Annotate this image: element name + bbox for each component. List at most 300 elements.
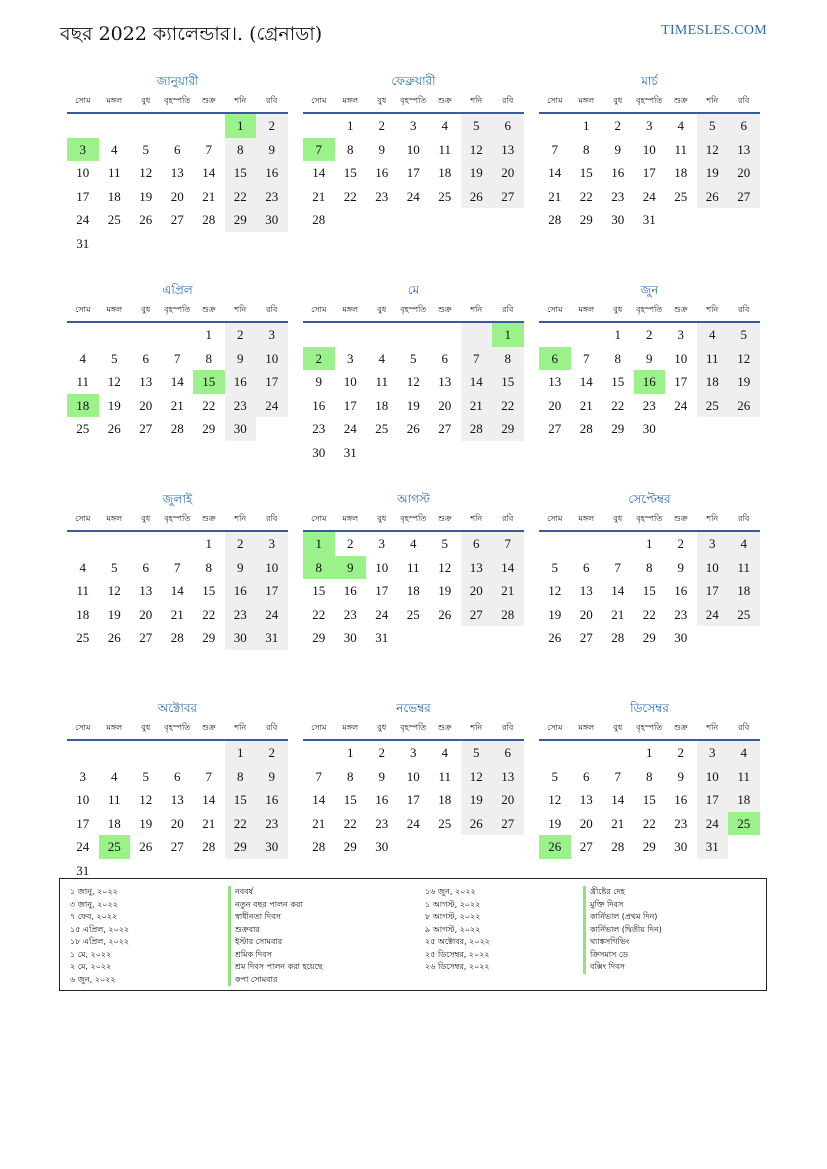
day-cell[interactable]: 13 xyxy=(728,138,760,162)
day-cell[interactable]: 25 xyxy=(76,421,90,436)
day-cell[interactable]: 20 xyxy=(139,397,153,413)
day-cell[interactable]: 5 xyxy=(551,768,558,784)
day-cell[interactable]: 25 xyxy=(697,394,729,418)
day-cell[interactable]: 2 xyxy=(677,745,684,760)
day-cell[interactable]: 4 xyxy=(378,350,385,366)
day-cell[interactable]: 29 xyxy=(225,208,257,232)
day-cell[interactable]: 7 xyxy=(614,768,621,784)
day-cell[interactable]: 14 xyxy=(611,792,625,807)
day-cell[interactable]: 8 xyxy=(492,347,524,371)
day-cell[interactable]: 20 xyxy=(579,815,593,831)
day-cell[interactable]: 10 xyxy=(406,141,420,157)
day-cell[interactable]: 24 xyxy=(674,397,688,413)
day-cell[interactable]: 4 xyxy=(728,741,760,765)
day-cell[interactable]: 27 xyxy=(579,630,593,645)
day-cell[interactable]: 18 xyxy=(375,397,389,413)
day-cell[interactable]: 17 xyxy=(406,792,420,807)
day-cell[interactable]: 18 xyxy=(107,815,121,831)
day-cell[interactable]: 7 xyxy=(614,559,621,575)
day-cell[interactable]: 8 xyxy=(583,141,590,157)
day-cell[interactable]: 8 xyxy=(646,559,653,575)
day-cell[interactable]: 28 xyxy=(202,839,216,854)
day-cell[interactable]: 27 xyxy=(139,421,153,436)
day-cell[interactable]: 12 xyxy=(461,765,493,789)
day-cell[interactable]: 18 xyxy=(728,579,760,603)
day-cell[interactable]: 19 xyxy=(728,370,760,394)
day-cell[interactable]: 10 xyxy=(256,556,288,580)
day-cell[interactable]: 30 xyxy=(674,630,688,645)
day-cell[interactable]: 16 xyxy=(674,583,688,598)
day-cell[interactable]: 18 xyxy=(697,370,729,394)
day-cell[interactable]: 26 xyxy=(406,421,420,436)
day-cell[interactable]: 9 xyxy=(256,138,288,162)
day-cell[interactable]: 10 xyxy=(406,768,420,784)
day-cell[interactable]: 24 xyxy=(256,603,288,627)
day-cell[interactable]: 24 xyxy=(76,839,90,854)
day-cell[interactable]: 19 xyxy=(139,188,153,204)
day-cell[interactable]: 21 xyxy=(579,397,593,413)
day-cell[interactable]: 16 xyxy=(611,165,625,180)
day-cell[interactable]: 11 xyxy=(674,141,688,157)
day-cell[interactable]: 7 xyxy=(315,768,322,784)
day-cell[interactable]: 14 xyxy=(312,165,326,180)
day-cell[interactable]: 17 xyxy=(76,188,90,204)
day-cell[interactable]: 20 xyxy=(139,606,153,622)
day-cell[interactable]: 20 xyxy=(170,188,184,204)
day-cell[interactable]: 1 xyxy=(225,114,257,138)
day-cell[interactable]: 12 xyxy=(728,347,760,371)
day-cell[interactable]: 22 xyxy=(343,188,357,204)
day-cell[interactable]: 4 xyxy=(441,745,448,760)
day-cell[interactable]: 6 xyxy=(583,768,590,784)
day-cell[interactable]: 11 xyxy=(375,374,389,389)
day-cell[interactable]: 13 xyxy=(139,583,153,598)
day-cell[interactable]: 12 xyxy=(438,559,452,575)
day-cell[interactable]: 9 xyxy=(378,768,385,784)
day-cell[interactable]: 28 xyxy=(492,603,524,627)
day-cell[interactable]: 21 xyxy=(202,188,216,204)
day-cell[interactable]: 24 xyxy=(375,606,389,622)
day-cell[interactable]: 3 xyxy=(646,118,653,133)
day-cell[interactable]: 18 xyxy=(438,792,452,807)
day-cell[interactable]: 13 xyxy=(579,583,593,598)
day-cell[interactable]: 24 xyxy=(642,188,656,204)
day-cell[interactable]: 29 xyxy=(225,835,257,859)
day-cell[interactable]: 2 xyxy=(614,118,621,133)
day-cell[interactable]: 25 xyxy=(107,212,121,227)
day-cell[interactable]: 18 xyxy=(728,788,760,812)
day-cell[interactable]: 10 xyxy=(697,556,729,580)
day-cell[interactable]: 20 xyxy=(548,397,562,413)
day-cell[interactable]: 14 xyxy=(170,583,184,598)
day-cell[interactable]: 26 xyxy=(139,839,153,854)
day-cell[interactable]: 4 xyxy=(728,532,760,556)
day-cell[interactable]: 17 xyxy=(674,374,688,389)
day-cell[interactable]: 22 xyxy=(611,397,625,413)
day-cell[interactable]: 4 xyxy=(79,559,86,575)
day-cell[interactable]: 18 xyxy=(674,165,688,180)
day-cell[interactable]: 30 xyxy=(225,417,257,441)
day-cell[interactable]: 13 xyxy=(170,792,184,807)
day-cell[interactable]: 1 xyxy=(205,536,212,551)
day-cell[interactable]: 7 xyxy=(174,350,181,366)
day-cell[interactable]: 20 xyxy=(728,161,760,185)
day-cell[interactable]: 30 xyxy=(256,208,288,232)
day-cell[interactable]: 24 xyxy=(697,603,729,627)
day-cell[interactable]: 13 xyxy=(139,374,153,389)
day-cell[interactable]: 20 xyxy=(492,161,524,185)
day-cell[interactable]: 17 xyxy=(375,583,389,598)
day-cell[interactable]: 11 xyxy=(107,792,121,807)
day-cell[interactable]: 19 xyxy=(139,815,153,831)
day-cell[interactable]: 8 xyxy=(646,768,653,784)
day-cell[interactable]: 5 xyxy=(441,536,448,551)
day-cell[interactable]: 29 xyxy=(579,212,593,227)
day-cell[interactable]: 15 xyxy=(312,583,326,598)
day-cell[interactable]: 8 xyxy=(347,141,354,157)
day-cell[interactable]: 23 xyxy=(225,394,257,418)
day-cell[interactable]: 2 xyxy=(225,323,257,347)
day-cell[interactable]: 14 xyxy=(492,556,524,580)
day-cell[interactable]: 10 xyxy=(256,347,288,371)
day-cell[interactable]: 26 xyxy=(539,835,571,859)
day-cell[interactable]: 18 xyxy=(438,165,452,180)
day-cell[interactable]: 21 xyxy=(312,188,326,204)
day-cell[interactable]: 9 xyxy=(225,556,257,580)
day-cell[interactable]: 24 xyxy=(406,815,420,831)
day-cell[interactable]: 22 xyxy=(642,606,656,622)
day-cell[interactable]: 25 xyxy=(728,603,760,627)
day-cell[interactable]: 10 xyxy=(343,374,357,389)
day-cell[interactable]: 7 xyxy=(461,347,493,371)
day-cell[interactable]: 12 xyxy=(461,138,493,162)
day-cell[interactable]: 23 xyxy=(375,188,389,204)
day-cell[interactable]: 26 xyxy=(697,185,729,209)
day-cell[interactable]: 4 xyxy=(111,141,118,157)
day-cell[interactable]: 2 xyxy=(378,118,385,133)
day-cell[interactable]: 11 xyxy=(697,347,729,371)
day-cell[interactable]: 9 xyxy=(225,347,257,371)
day-cell[interactable]: 16 xyxy=(256,161,288,185)
day-cell[interactable]: 15 xyxy=(343,792,357,807)
day-cell[interactable]: 21 xyxy=(312,815,326,831)
day-cell[interactable]: 10 xyxy=(375,559,389,575)
day-cell[interactable]: 28 xyxy=(611,630,625,645)
day-cell[interactable]: 21 xyxy=(170,606,184,622)
day-cell[interactable]: 4 xyxy=(677,118,684,133)
day-cell[interactable]: 10 xyxy=(697,765,729,789)
day-cell[interactable]: 25 xyxy=(674,188,688,204)
day-cell[interactable]: 22 xyxy=(312,606,326,622)
day-cell[interactable]: 23 xyxy=(225,603,257,627)
day-cell[interactable]: 25 xyxy=(99,835,131,859)
day-cell[interactable]: 30 xyxy=(674,839,688,854)
day-cell[interactable]: 12 xyxy=(548,583,562,598)
day-cell[interactable]: 17 xyxy=(642,165,656,180)
day-cell[interactable]: 19 xyxy=(461,161,493,185)
day-cell[interactable]: 11 xyxy=(76,374,90,389)
day-cell[interactable]: 14 xyxy=(202,792,216,807)
day-cell[interactable]: 6 xyxy=(142,559,149,575)
day-cell[interactable]: 2 xyxy=(378,745,385,760)
day-cell[interactable]: 15 xyxy=(193,370,225,394)
day-cell[interactable]: 17 xyxy=(76,815,90,831)
day-cell[interactable]: 2 xyxy=(225,532,257,556)
day-cell[interactable]: 5 xyxy=(111,350,118,366)
day-cell[interactable]: 9 xyxy=(256,765,288,789)
day-cell[interactable]: 30 xyxy=(375,839,389,854)
day-cell[interactable]: 17 xyxy=(343,397,357,413)
day-cell[interactable]: 27 xyxy=(170,839,184,854)
day-cell[interactable]: 16 xyxy=(256,788,288,812)
day-cell[interactable]: 28 xyxy=(579,421,593,436)
day-cell[interactable]: 23 xyxy=(343,606,357,622)
day-cell[interactable]: 12 xyxy=(107,374,121,389)
day-cell[interactable]: 16 xyxy=(343,583,357,598)
day-cell[interactable]: 2 xyxy=(303,347,335,371)
day-cell[interactable]: 7 xyxy=(303,138,335,162)
day-cell[interactable]: 14 xyxy=(312,792,326,807)
day-cell[interactable]: 11 xyxy=(728,765,760,789)
day-cell[interactable]: 19 xyxy=(548,606,562,622)
day-cell[interactable]: 30 xyxy=(256,835,288,859)
day-cell[interactable]: 27 xyxy=(492,185,524,209)
day-cell[interactable]: 19 xyxy=(461,788,493,812)
day-cell[interactable]: 28 xyxy=(548,212,562,227)
day-cell[interactable]: 8 xyxy=(347,768,354,784)
day-cell[interactable]: 30 xyxy=(642,421,656,436)
day-cell[interactable]: 3 xyxy=(67,138,99,162)
day-cell[interactable]: 19 xyxy=(107,397,121,413)
day-cell[interactable]: 29 xyxy=(611,421,625,436)
day-cell[interactable]: 10 xyxy=(642,141,656,157)
day-cell[interactable]: 13 xyxy=(579,792,593,807)
day-cell[interactable]: 19 xyxy=(438,583,452,598)
day-cell[interactable]: 6 xyxy=(539,347,571,371)
day-cell[interactable]: 3 xyxy=(410,745,417,760)
day-cell[interactable]: 1 xyxy=(492,323,524,347)
day-cell[interactable]: 1 xyxy=(303,532,335,556)
day-cell[interactable]: 18 xyxy=(67,394,99,418)
day-cell[interactable]: 9 xyxy=(378,141,385,157)
day-cell[interactable]: 23 xyxy=(256,812,288,836)
day-cell[interactable]: 26 xyxy=(107,421,121,436)
day-cell[interactable]: 23 xyxy=(611,188,625,204)
day-cell[interactable]: 28 xyxy=(170,421,184,436)
day-cell[interactable]: 26 xyxy=(438,606,452,622)
day-cell[interactable]: 23 xyxy=(375,815,389,831)
day-cell[interactable]: 21 xyxy=(611,606,625,622)
day-cell[interactable]: 27 xyxy=(139,630,153,645)
day-cell[interactable]: 7 xyxy=(174,559,181,575)
day-cell[interactable]: 12 xyxy=(107,583,121,598)
day-cell[interactable]: 31 xyxy=(697,835,729,859)
day-cell[interactable]: 11 xyxy=(406,559,420,575)
day-cell[interactable]: 7 xyxy=(205,141,212,157)
day-cell[interactable]: 5 xyxy=(697,114,729,138)
day-cell[interactable]: 8 xyxy=(614,350,621,366)
day-cell[interactable]: 14 xyxy=(202,165,216,180)
day-cell[interactable]: 4 xyxy=(410,536,417,551)
day-cell[interactable]: 12 xyxy=(548,792,562,807)
day-cell[interactable]: 5 xyxy=(111,559,118,575)
day-cell[interactable]: 14 xyxy=(461,370,493,394)
day-cell[interactable]: 27 xyxy=(438,421,452,436)
day-cell[interactable]: 31 xyxy=(76,862,90,878)
day-cell[interactable]: 9 xyxy=(614,141,621,157)
day-cell[interactable]: 6 xyxy=(441,350,448,366)
day-cell[interactable]: 31 xyxy=(343,444,357,460)
day-cell[interactable]: 1 xyxy=(646,536,653,551)
day-cell[interactable]: 24 xyxy=(697,812,729,836)
day-cell[interactable]: 6 xyxy=(492,741,524,765)
day-cell[interactable]: 3 xyxy=(697,741,729,765)
day-cell[interactable]: 2 xyxy=(256,741,288,765)
day-cell[interactable]: 5 xyxy=(461,741,493,765)
day-cell[interactable]: 20 xyxy=(492,788,524,812)
day-cell[interactable]: 3 xyxy=(378,536,385,551)
day-cell[interactable]: 1 xyxy=(646,745,653,760)
day-cell[interactable]: 19 xyxy=(697,161,729,185)
day-cell[interactable]: 19 xyxy=(406,397,420,413)
day-cell[interactable]: 29 xyxy=(642,839,656,854)
day-cell[interactable]: 22 xyxy=(343,815,357,831)
day-cell[interactable]: 2 xyxy=(677,536,684,551)
day-cell[interactable]: 28 xyxy=(312,212,326,227)
day-cell[interactable]: 11 xyxy=(438,141,452,157)
day-cell[interactable]: 27 xyxy=(579,839,593,854)
day-cell[interactable]: 20 xyxy=(579,606,593,622)
day-cell[interactable]: 16 xyxy=(375,165,389,180)
day-cell[interactable]: 5 xyxy=(728,323,760,347)
day-cell[interactable]: 24 xyxy=(76,212,90,227)
day-cell[interactable]: 14 xyxy=(611,583,625,598)
day-cell[interactable]: 30 xyxy=(312,444,326,460)
day-cell[interactable]: 11 xyxy=(728,556,760,580)
day-cell[interactable]: 3 xyxy=(79,768,86,784)
day-cell[interactable]: 10 xyxy=(674,350,688,366)
day-cell[interactable]: 25 xyxy=(438,188,452,204)
day-cell[interactable]: 21 xyxy=(170,397,184,413)
day-cell[interactable]: 13 xyxy=(438,374,452,389)
day-cell[interactable]: 15 xyxy=(642,583,656,598)
day-cell[interactable]: 11 xyxy=(76,583,90,598)
day-cell[interactable]: 25 xyxy=(438,815,452,831)
day-cell[interactable]: 21 xyxy=(548,188,562,204)
day-cell[interactable]: 9 xyxy=(677,559,684,575)
day-cell[interactable]: 13 xyxy=(170,165,184,180)
day-cell[interactable]: 31 xyxy=(256,626,288,650)
day-cell[interactable]: 6 xyxy=(174,141,181,157)
day-cell[interactable]: 21 xyxy=(492,579,524,603)
day-cell[interactable]: 24 xyxy=(406,188,420,204)
day-cell[interactable]: 15 xyxy=(642,792,656,807)
day-cell[interactable]: 19 xyxy=(548,815,562,831)
day-cell[interactable]: 4 xyxy=(111,768,118,784)
day-cell[interactable]: 26 xyxy=(728,394,760,418)
day-cell[interactable]: 6 xyxy=(174,768,181,784)
day-cell[interactable]: 3 xyxy=(677,327,684,342)
day-cell[interactable]: 16 xyxy=(375,792,389,807)
day-cell[interactable]: 25 xyxy=(728,812,760,836)
day-cell[interactable]: 9 xyxy=(335,556,367,580)
day-cell[interactable]: 5 xyxy=(410,350,417,366)
day-cell[interactable]: 4 xyxy=(441,118,448,133)
day-cell[interactable]: 20 xyxy=(170,815,184,831)
day-cell[interactable]: 15 xyxy=(225,788,257,812)
day-cell[interactable]: 22 xyxy=(202,606,216,622)
day-cell[interactable]: 23 xyxy=(674,815,688,831)
day-cell[interactable]: 28 xyxy=(202,212,216,227)
day-cell[interactable]: 31 xyxy=(76,235,90,251)
day-cell[interactable]: 16 xyxy=(674,792,688,807)
day-cell[interactable]: 29 xyxy=(642,630,656,645)
day-cell[interactable]: 6 xyxy=(492,114,524,138)
day-cell[interactable]: 29 xyxy=(202,630,216,645)
day-cell[interactable]: 8 xyxy=(205,559,212,575)
day-cell[interactable]: 12 xyxy=(406,374,420,389)
day-cell[interactable]: 28 xyxy=(461,417,493,441)
day-cell[interactable]: 15 xyxy=(492,370,524,394)
day-cell[interactable]: 31 xyxy=(642,212,656,227)
day-cell[interactable]: 22 xyxy=(579,188,593,204)
day-cell[interactable]: 1 xyxy=(347,745,354,760)
day-cell[interactable]: 17 xyxy=(256,370,288,394)
day-cell[interactable]: 2 xyxy=(256,114,288,138)
day-cell[interactable]: 14 xyxy=(548,165,562,180)
day-cell[interactable]: 17 xyxy=(406,165,420,180)
day-cell[interactable]: 2 xyxy=(646,327,653,342)
day-cell[interactable]: 23 xyxy=(642,397,656,413)
day-cell[interactable]: 29 xyxy=(312,630,326,645)
day-cell[interactable]: 16 xyxy=(312,397,326,413)
day-cell[interactable]: 23 xyxy=(256,185,288,209)
day-cell[interactable]: 21 xyxy=(611,815,625,831)
day-cell[interactable]: 11 xyxy=(438,768,452,784)
day-cell[interactable]: 22 xyxy=(225,812,257,836)
day-cell[interactable]: 15 xyxy=(225,161,257,185)
day-cell[interactable]: 22 xyxy=(642,815,656,831)
day-cell[interactable]: 29 xyxy=(343,839,357,854)
day-cell[interactable]: 13 xyxy=(492,765,524,789)
day-cell[interactable]: 8 xyxy=(205,350,212,366)
day-cell[interactable]: 7 xyxy=(551,141,558,157)
day-cell[interactable]: 7 xyxy=(205,768,212,784)
day-cell[interactable]: 21 xyxy=(202,815,216,831)
day-cell[interactable]: 5 xyxy=(142,141,149,157)
day-cell[interactable]: 18 xyxy=(76,606,90,622)
day-cell[interactable]: 16 xyxy=(225,370,257,394)
day-cell[interactable]: 1 xyxy=(347,118,354,133)
day-cell[interactable]: 27 xyxy=(548,421,562,436)
day-cell[interactable]: 26 xyxy=(139,212,153,227)
day-cell[interactable]: 8 xyxy=(303,556,335,580)
day-cell[interactable]: 9 xyxy=(677,768,684,784)
day-cell[interactable]: 13 xyxy=(492,138,524,162)
day-cell[interactable]: 11 xyxy=(107,165,121,180)
day-cell[interactable]: 26 xyxy=(107,630,121,645)
day-cell[interactable]: 8 xyxy=(225,138,257,162)
day-cell[interactable]: 21 xyxy=(461,394,493,418)
day-cell[interactable]: 3 xyxy=(410,118,417,133)
day-cell[interactable]: 6 xyxy=(728,114,760,138)
day-cell[interactable]: 15 xyxy=(579,165,593,180)
day-cell[interactable]: 12 xyxy=(697,138,729,162)
day-cell[interactable]: 25 xyxy=(375,421,389,436)
day-cell[interactable]: 28 xyxy=(170,630,184,645)
day-cell[interactable]: 12 xyxy=(139,792,153,807)
day-cell[interactable]: 30 xyxy=(343,630,357,645)
